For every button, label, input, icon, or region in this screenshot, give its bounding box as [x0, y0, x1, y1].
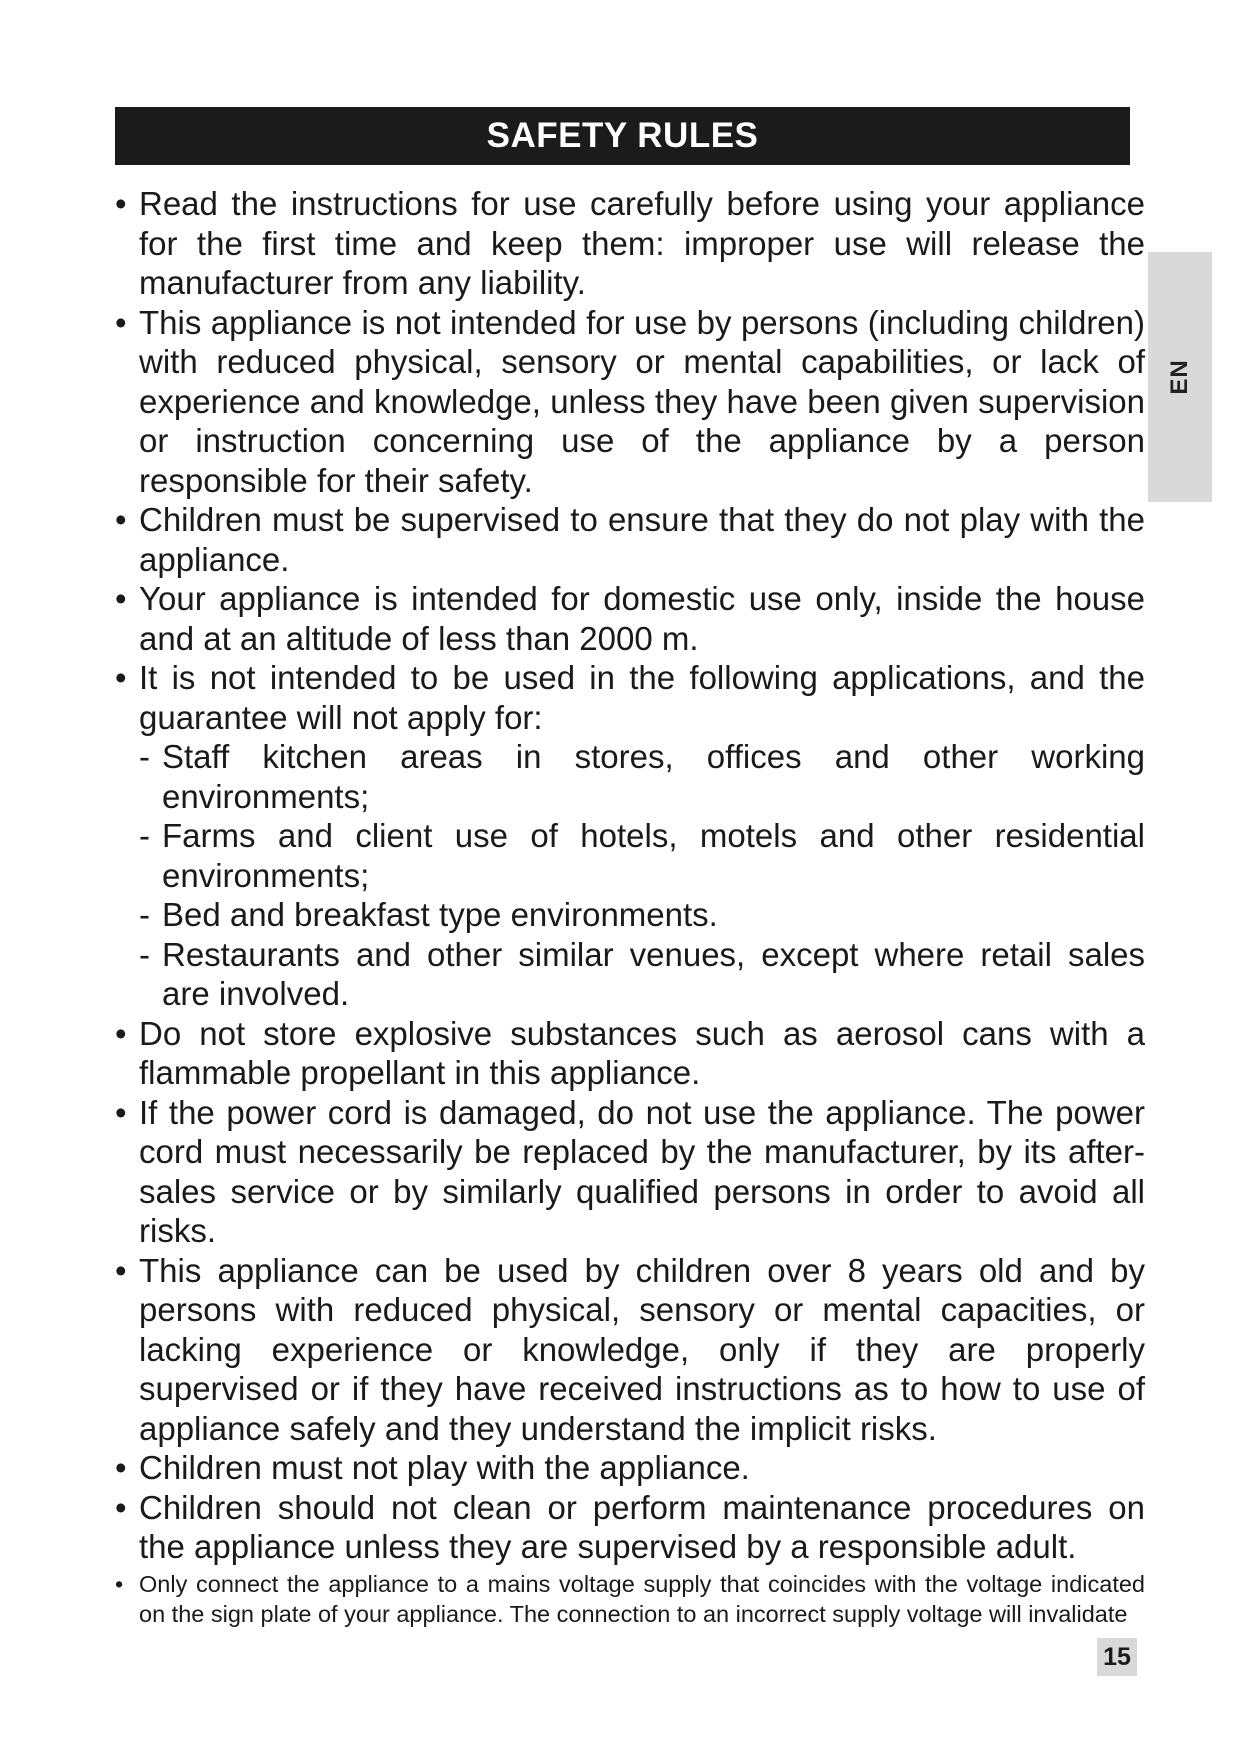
- rule-domestic-use: [115, 579, 1145, 658]
- bullet-icon: •: [115, 1449, 127, 1486]
- rule-text: Do not store explosive substances such as aerosol cans with a flammable propellant in this appliance.: [139, 1014, 1145, 1091]
- rule-text: Children should not clean or perform maintenance procedures on the appliance unless they are supervised by a responsible adult.: [139, 1488, 1145, 1565]
- exclusion-text: Restaurants and other similar venues, except where retail sales are involved.: [162, 935, 1145, 1012]
- rule-not-intended-applications: [115, 658, 1145, 737]
- bullet-icon: •: [115, 1251, 127, 1289]
- bullet-icon: •: [115, 1488, 127, 1526]
- rule-damaged-power-cord: [115, 1093, 1145, 1251]
- bullet-icon: •: [115, 185, 127, 222]
- safety-rules-list: [115, 184, 1145, 1629]
- bullet-icon: •: [115, 659, 127, 696]
- rule-children-no-play: [115, 1448, 1145, 1488]
- exclusion-staff-kitchen: [115, 737, 1145, 816]
- exclusion-bed-breakfast: [115, 895, 1145, 935]
- dash-icon: -: [139, 935, 150, 973]
- bullet-icon: •: [115, 1014, 127, 1052]
- rule-text: If the power cord is damaged, do not use the appliance. The power cord must necessarily be replaced by the manufacturer, by its after-sales service or by similarly qualified persons in order to avoid all risks.: [139, 1093, 1145, 1249]
- exclusion-restaurants: [115, 935, 1145, 1014]
- dash-icon: -: [139, 896, 150, 933]
- exclusion-text: Farms and client use of hotels, motels and other residential environments;: [162, 817, 1145, 894]
- rule-text: Read the instructions for use carefully before using your appliance for the first time and keep them: improper use will release the manufacturer from any liability.: [139, 185, 1145, 301]
- language-tab: [1148, 252, 1212, 502]
- rule-text: This appliance is not intended for use by persons (including children) with reduced physical, sensory or mental capabilities, or lack of experience and knowledge, unless they have been given supervision or instruction concerning use of the appliance by a person responsible for their safety.: [139, 303, 1145, 499]
- exclusions-list: [115, 737, 1145, 1014]
- rule-text: It is not intended to be used in the following applications, and the guarantee will not apply for:: [139, 659, 1145, 736]
- rule-text: Only connect the appliance to a mains voltage supply that coincides with the voltage indicated on the sign plate of your appliance. The connection to an incorrect supply voltage will invalidate: [139, 1570, 1145, 1627]
- bullet-icon: •: [115, 501, 127, 538]
- section-title-bar: SAFETY RULES: [115, 107, 1130, 165]
- rule-read-instructions: [115, 184, 1145, 303]
- language-tab-label: EN: [1166, 359, 1193, 395]
- bullet-icon: •: [115, 1093, 127, 1131]
- dash-icon: -: [139, 817, 150, 854]
- safety-rules-content: [115, 184, 1145, 1629]
- rule-explosive-substances: [115, 1014, 1145, 1093]
- bullet-icon: •: [115, 1570, 124, 1597]
- exclusions-container: [115, 737, 1145, 1014]
- exclusion-text: Bed and breakfast type environments.: [162, 896, 718, 933]
- bullet-icon: •: [115, 580, 127, 617]
- bullet-icon: •: [115, 303, 127, 341]
- rule-children-cleaning: [115, 1488, 1145, 1567]
- rule-text: This appliance can be used by children over 8 years old and by persons with reduced physical, sensory or mental capacities, or lacking experience or knowledge, only if they are properly supervised or if they have received instructions as to how to use of appliance safely and they understand the implicit risks.: [139, 1251, 1145, 1447]
- rule-text: Children must not play with the appliance.: [139, 1449, 750, 1486]
- rule-children-supervised: [115, 500, 1145, 579]
- page-number: 15: [1097, 1638, 1137, 1676]
- exclusion-farms-hotels: [115, 816, 1145, 895]
- dash-icon: -: [139, 738, 150, 775]
- rule-mains-voltage: [115, 1569, 1145, 1629]
- rule-text: Children must be supervised to ensure that they do not play with the appliance.: [139, 501, 1145, 578]
- rule-reduced-capabilities: [115, 303, 1145, 501]
- exclusion-text: Staff kitchen areas in stores, offices and other working environments;: [162, 738, 1145, 815]
- rule-text: Your appliance is intended for domestic use only, inside the house and at an altitude of less than 2000 m.: [139, 580, 1145, 657]
- rule-children-over-8: [115, 1251, 1145, 1449]
